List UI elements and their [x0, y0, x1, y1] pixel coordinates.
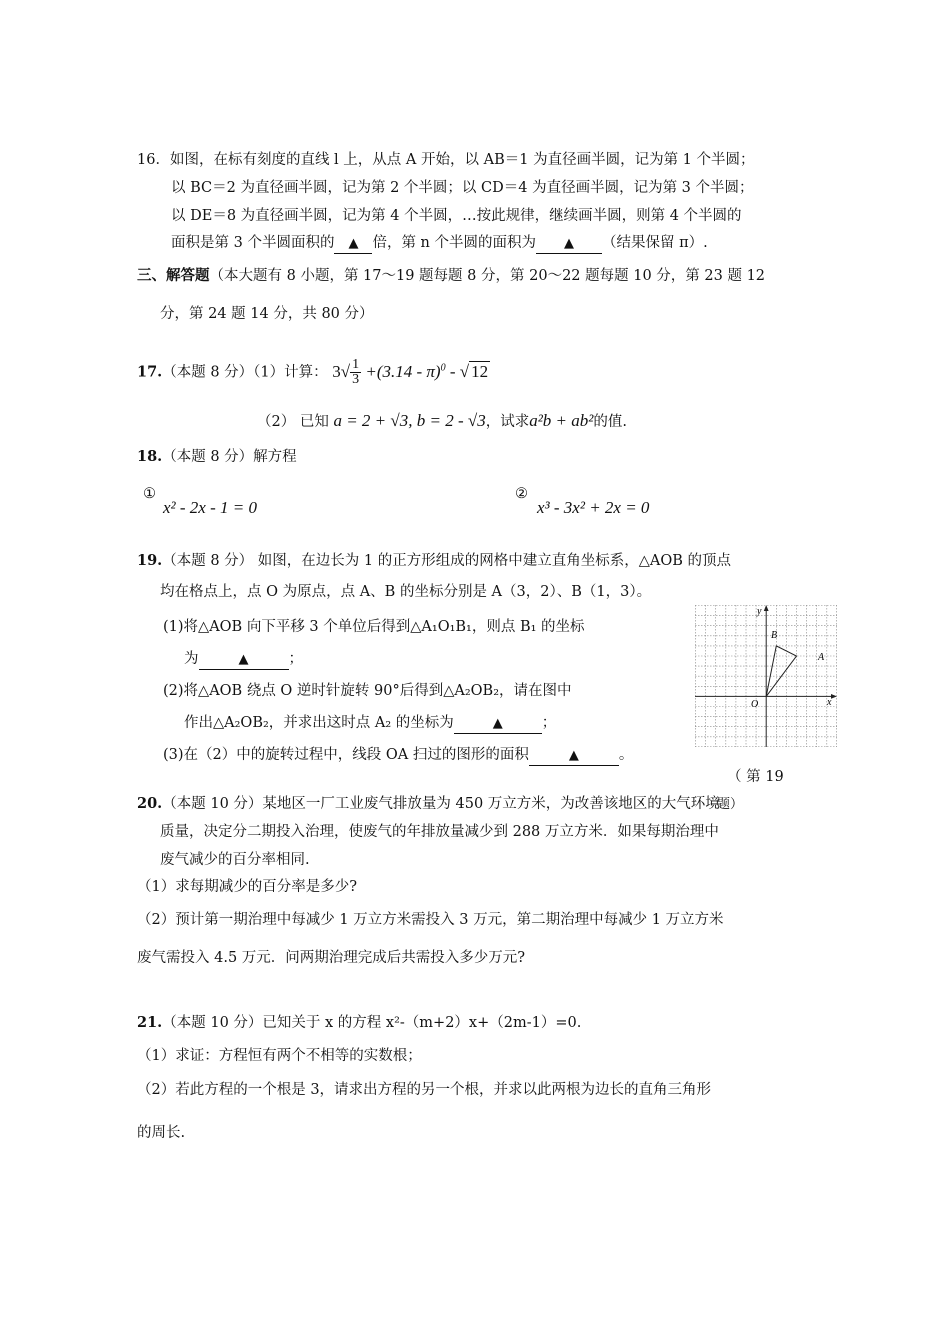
q20-line3: 废气减少的百分率相同. — [160, 852, 310, 868]
q19-line1 — [137, 551, 731, 571]
q19-line1-text: （本题 8 分） 如图，在边长为 1 的正方形组成的网格中建立直角坐标系，△AOB 的顶点 — [162, 553, 732, 569]
q16-text-b: 倍，第 n 个半圆的面积为 — [372, 235, 537, 251]
label-x: x — [827, 697, 832, 708]
q17-expression: 3√ $\frac{1}{3}$ +(3.14 - π)$^0$ - √ 12 — [332, 357, 489, 388]
q17-part2 — [257, 409, 627, 434]
q21-sub1: （1）求证：方程恒有两个不相等的实数根； — [137, 1048, 422, 1064]
frac-denominator: 3 — [352, 372, 360, 388]
q18-circle-2: ② — [515, 486, 528, 502]
q17-part1 — [137, 356, 490, 387]
expr-minus: - — [445, 361, 460, 381]
q19-part2-answer — [184, 713, 556, 734]
q20-line2: 质量，决定分二期投入治理，使废气的年排放量减少到 288 万立方米．如果每期治理中 — [160, 824, 719, 840]
q19-p1-suffix: ； — [288, 651, 303, 667]
q16-line4 — [171, 233, 708, 254]
q18-circle-1: ① — [143, 486, 156, 502]
q19-part2: (2)将△AOB 绕点 O 逆时针旋转 90°后得到△A₂OB₂，请在图中 — [163, 683, 572, 699]
x-axis-arrow-icon — [831, 694, 837, 699]
expr-coef: 3 — [332, 361, 341, 381]
q21-sub2-cont: 的周长. — [137, 1125, 186, 1141]
y-axis-arrow-icon — [764, 605, 769, 611]
q19-caption: （ 第 19 — [727, 769, 784, 785]
q16-line1: 16．如图，在标有刻度的直线 l 上，从点 A 开始，以 AB＝1 为直径画半圆，记为第 1 个半圆； — [137, 152, 755, 168]
expr-exponent: 0 — [440, 362, 446, 373]
q19-p3-text: (3)在（2）中的旋转过程中，线段 OA 扫过的图形的面积 — [163, 747, 529, 763]
expr-sqrt: 12 — [471, 361, 489, 381]
q20-sub1: （1）求每期减少的百分率是多少? — [137, 879, 357, 895]
q21-line1-text: （本题 10 分）已知关于 x 的方程 x²-（m+2）x+（2m-1）=0. — [162, 1015, 582, 1031]
label-b: B — [771, 630, 778, 641]
section3-desc2: 分，第 24 题 14 分，共 80 分） — [160, 306, 374, 322]
coordinate-grid-figure — [695, 605, 837, 747]
q20-line1-text: （本题 10 分）某地区一厂工业废气排放量为 450 万立方米，为改善该地区的大气环境 — [162, 796, 720, 812]
expr-fraction — [350, 358, 361, 387]
q16-text-a: 面积是第 3 个半圆面积的 — [171, 235, 335, 251]
q19-blank-1: ▲ — [199, 651, 289, 670]
section3-line1 — [137, 266, 765, 286]
q19-number: 19. — [137, 552, 163, 569]
q18-equation-1: x² - 2x - 1 = 0 — [163, 498, 257, 517]
expr-rest: +(3.14 - π) — [365, 361, 441, 381]
q20-number: 20. — [137, 795, 163, 812]
q18-equation-2: x³ - 3x² + 2x = 0 — [537, 498, 650, 517]
q19-part1-answer — [184, 649, 303, 670]
q19-p2-prefix: 作出△A₂OB₂，并求出这时点 A₂ 的坐标为 — [184, 715, 454, 731]
q20-sub2-cont: 废气需投入 4.5 万元．问两期治理完成后共需投入多少万元? — [137, 950, 526, 966]
q21-sub2: （2）若此方程的一个根是 3，请求出方程的另一个根，并求以此两根为边长的直角三角形 — [137, 1082, 712, 1098]
q17-number: 17. — [137, 363, 163, 381]
q21-line1 — [137, 1013, 581, 1033]
q17-p2-text-a: （2） 已知 — [257, 414, 329, 430]
label-o: O — [751, 699, 759, 710]
label-a: A — [818, 652, 825, 663]
q16-line3: 以 DE＝8 为直径画半圆，记为第 4 个半圆，…按此规律，继续画半圆，则第 4 个半圆的 — [171, 208, 742, 224]
q19-p2-suffix: ； — [541, 715, 557, 731]
q21-number: 21. — [137, 1014, 163, 1031]
q19-p3-suffix: 。 — [618, 747, 634, 763]
q19-blank-2: ▲ — [454, 715, 542, 734]
q17-p2-text-b: ，试求 — [485, 414, 530, 430]
q17-p2-given: a = 2 + √3, b = 2 - √3 — [333, 411, 486, 430]
section3-desc1: （本大题有 8 小题，第 17～19 题每题 8 分，第 20～22 题每题 10 分，第 23 题 12 — [209, 268, 766, 284]
q19-blank-3: ▲ — [529, 747, 619, 766]
frac-numerator: 1 — [352, 357, 360, 373]
q20-line1 — [137, 794, 720, 814]
label-y: y — [757, 606, 762, 617]
q20-sub2: （2）预计第一期治理中每减少 1 万立方米需投入 3 万元，第二期治理中每减少 1 万立方米 — [137, 912, 724, 928]
q17-head: （本题 8 分）（1）计算： — [162, 364, 328, 381]
q16-blank-1: ▲ — [334, 235, 372, 254]
q17-p2-text-c: 的值. — [593, 414, 627, 430]
q19-part1: (1)将△AOB 向下平移 3 个单位后得到△A₁O₁B₁，则点 B₁ 的坐标 — [163, 619, 585, 635]
q16-text-c: （结果保留 π）. — [602, 235, 708, 251]
triangle-aob — [766, 646, 796, 697]
section3-title: 三、解答题 — [137, 267, 210, 284]
q17-p2-target: a²b + ab² — [529, 411, 594, 430]
q16-line2: 以 BC＝2 为直径画半圆，记为第 2 个半圆；以 CD＝4 为直径画半圆，记为第 3 个半圆； — [171, 180, 754, 196]
q18-head-text: （本题 8 分）解方程 — [162, 449, 297, 465]
q19-p1-prefix: 为 — [184, 651, 199, 667]
q18-number: 18. — [137, 448, 163, 465]
q19-caption-2: 题） — [717, 797, 744, 812]
q19-part3 — [163, 745, 633, 766]
q16-blank-2: ▲ — [536, 235, 602, 254]
q19-line2: 均在格点上，点 O 为原点，点 A、B 的坐标分别是 A（3，2）、B（1，3）。 — [160, 584, 652, 600]
q18-head — [137, 447, 297, 467]
